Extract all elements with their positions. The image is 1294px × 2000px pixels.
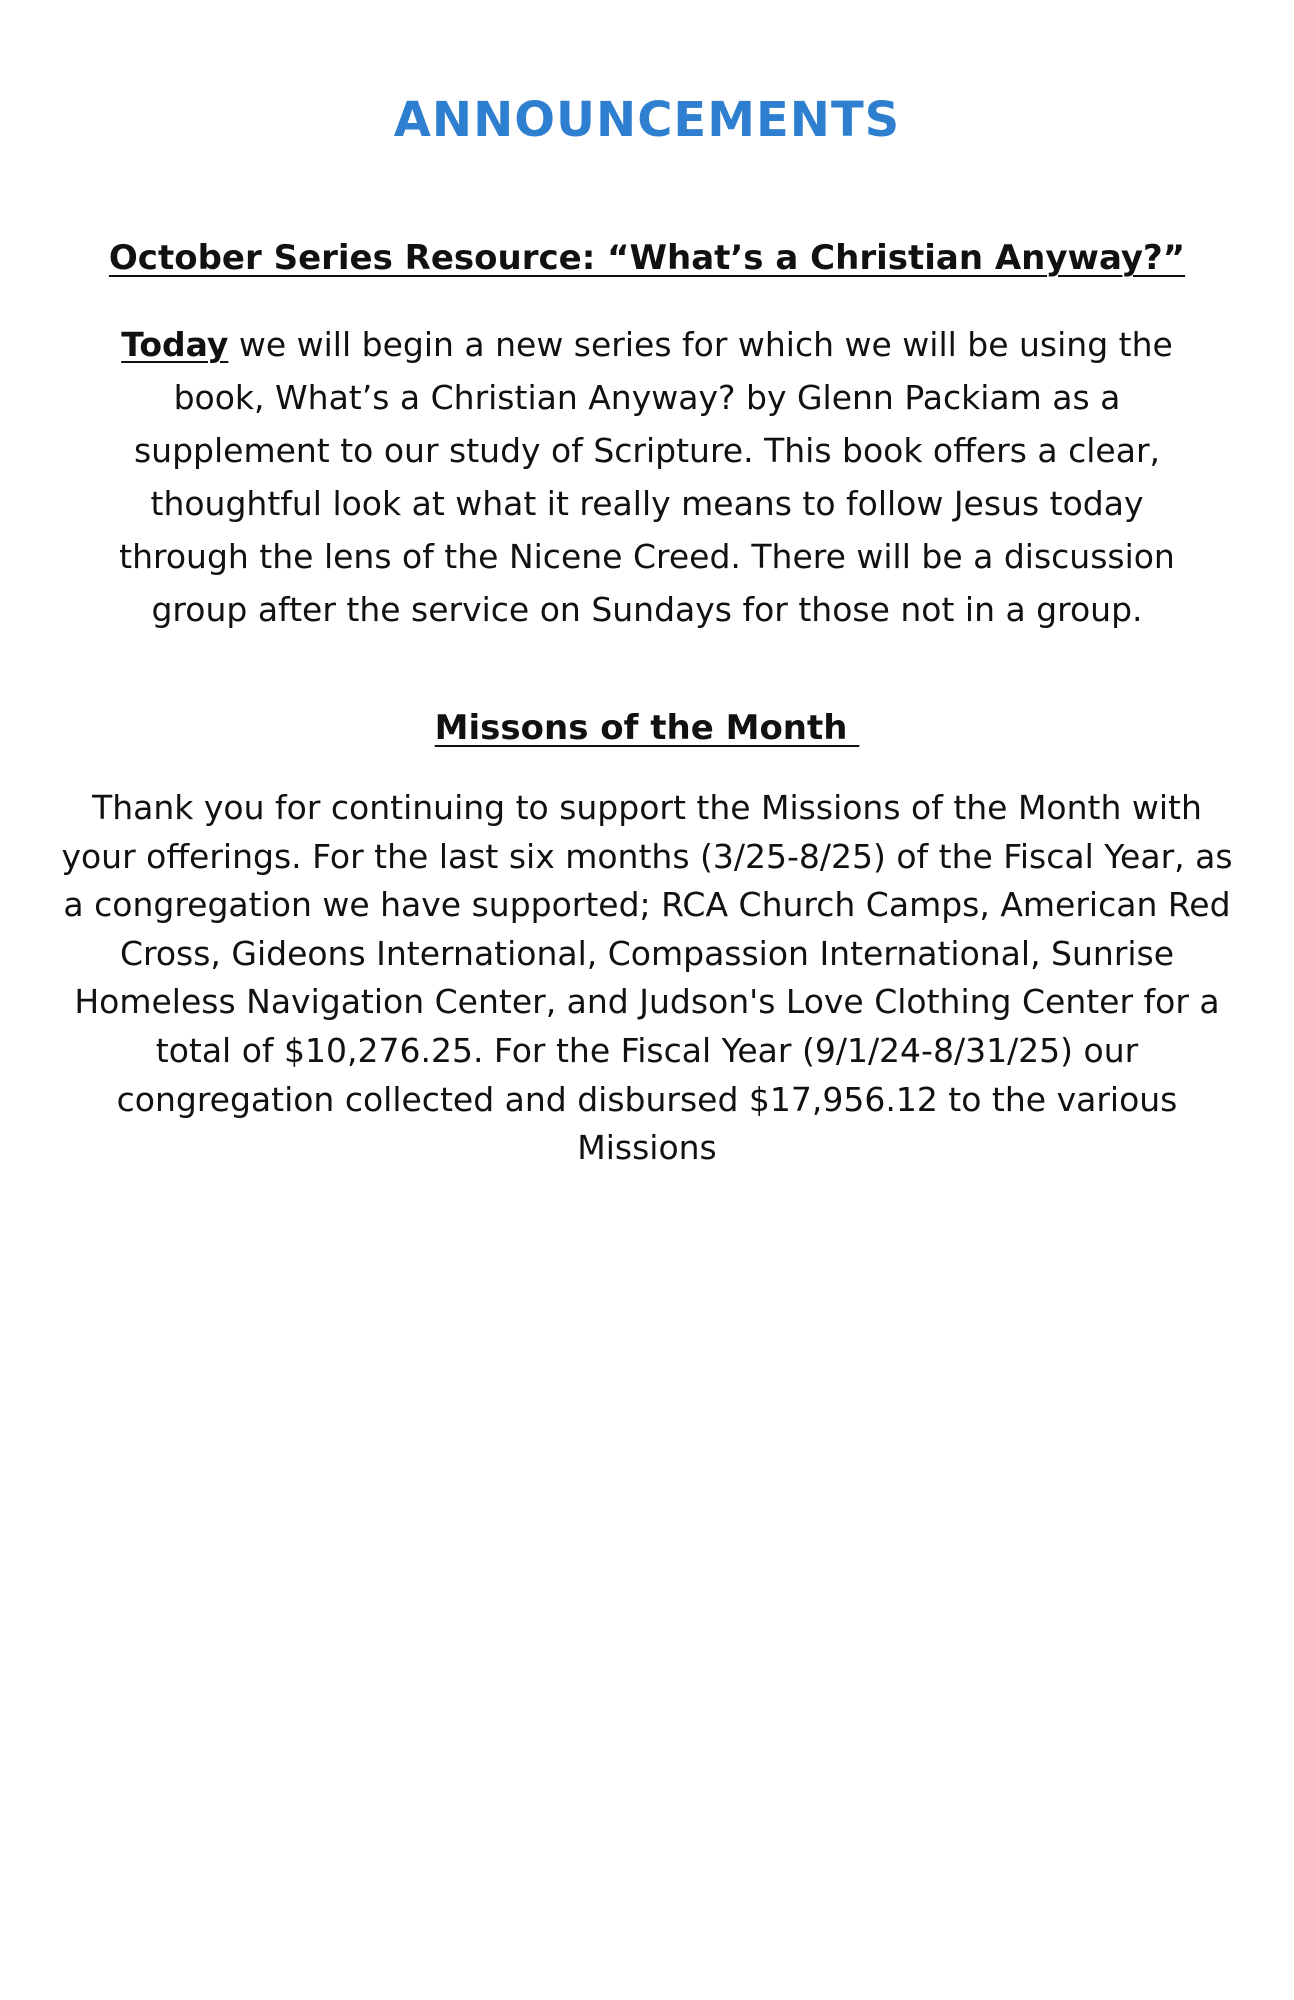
series-announcement: [0, 238, 1294, 636]
missions-heading: Missons of the Month: [434, 708, 860, 748]
series-lead-word: Today: [121, 325, 229, 364]
missions-announcement: [0, 708, 1294, 1173]
series-body: [82, 318, 1212, 636]
series-heading: October Series Resource: “What’s a Christian Anyway?”: [108, 238, 1186, 278]
page-title: ANNOUNCEMENTS: [393, 92, 901, 148]
series-body-text: we will begin a new series for which we will be using the book, What’s a Christian Anyway? by Glenn Packiam as a supplement to our study of Scripture. This book offers a clear, thoughtful look at what it really means to follow Jesus today through the lens of the Nicene Creed. There will be a discussion group after the service on Sundays for those not in a group.: [119, 325, 1175, 629]
missions-body: Thank you for continuing to support the Missions of the Month with your offerings. For the last six months (3/25-8/25) of the Fiscal Year, as a congregation we have supported; RCA Church Camps, American Red Cross, Gideons International, Compassion International, Sunrise Homeless Navigation Center, and Judson's Love Clothing Center for a total of $10,276.25. For the Fiscal Year (9/1/24-8/31/25) our congregation collected and disbursed $17,956.12 to the various Missions: [61, 788, 1233, 1168]
